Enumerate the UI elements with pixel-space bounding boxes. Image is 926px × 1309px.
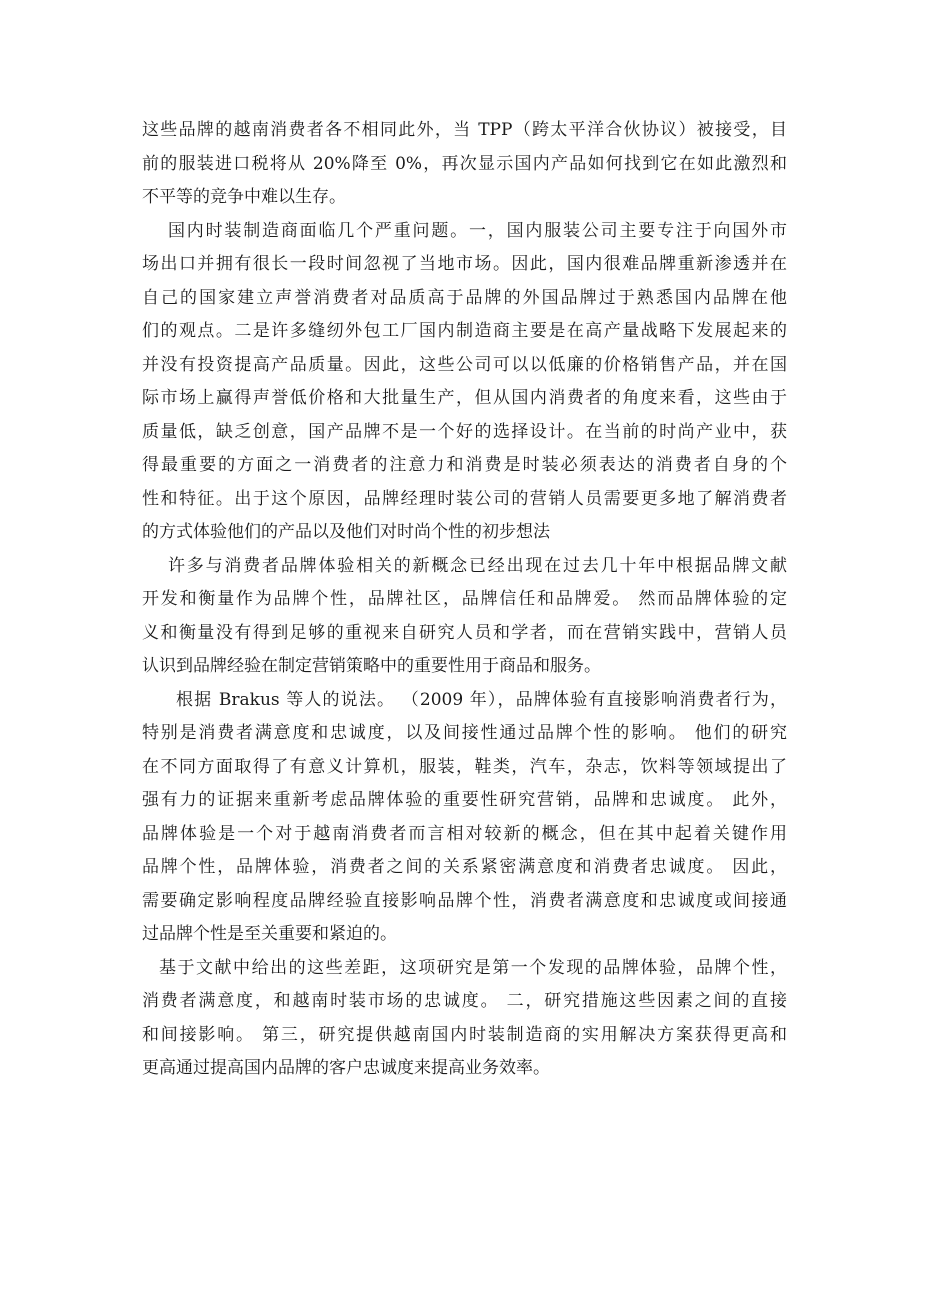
paragraph-3 — [142, 550, 787, 684]
paragraph-4 — [142, 684, 787, 952]
text-line: 基于文献中给出的这些差距，这项研究是第一个发现的品牌体验，品牌个性， — [159, 957, 787, 978]
text-line: 在不同方面取得了有意义计算机，服装，鞋类，汽车，杂志，饮料等领域提出了 — [142, 756, 787, 777]
paragraph-1 — [142, 114, 787, 215]
text-line: 自己的国家建立声誉消费者对品质高于品牌的外国品牌过于熟悉国内品牌在他 — [142, 287, 787, 308]
text-line: 消费者满意度，和越南时装市场的忠诚度。 二，研究措施这些因素之间的直接 — [142, 991, 787, 1011]
text-line: 这些品牌的越南消费者各不相同此外，当 TPP（跨太平洋合伙协议）被接受，目 — [142, 120, 787, 140]
text-line: 强有力的证据来重新考虑品牌体验的重要性研究营销，品牌和忠诚度。 此外， — [142, 790, 787, 810]
paragraph-5 — [142, 952, 787, 1086]
text-line: 不平等的竞争中难以生存。 — [142, 187, 346, 207]
text-line: 认识到品牌经验在制定营销策略中的重要性用于商品和服务。 — [142, 656, 601, 676]
text-line: 得最重要的方面之一消费者的注意力和消费是时装必须表达的消费者自身的个 — [142, 455, 787, 475]
text-line: 的方式体验他们的产品以及他们对时尚个性的初步想法 — [142, 522, 550, 542]
text-line: 需要确定影响程度品牌经验直接影响品牌个性，消费者满意度和忠诚度或间接通 — [142, 890, 787, 911]
text-line: 义和衡量没有得到足够的重视来自研究人员和学者，而在营销实践中，营销人员 — [142, 622, 787, 643]
text-line: 品牌体验是一个对于越南消费者而言相对较新的概念，但在其中起着关键作用 — [142, 823, 787, 844]
text-line: 许多与消费者品牌体验相关的新概念已经出现在过去几十年中根据品牌文献 — [168, 555, 787, 576]
paragraph-2 — [142, 215, 787, 550]
text-line: 场出口并拥有很长一段时间忽视了当地市场。因此，国内很难品牌重新渗透并在 — [142, 254, 787, 274]
text-line: 更高通过提高国内品牌的客户忠诚度来提高业务效率。 — [142, 1058, 550, 1078]
text-line: 过品牌个性是至关重要和紧迫的。 — [142, 924, 397, 944]
text-line: 并没有投资提高产品质量。因此，这些公司可以以低廉的价格销售产品，并在国 — [142, 354, 787, 375]
text-line: 品牌个性，品牌体验，消费者之间的关系紧密满意度和消费者忠诚度。 因此， — [142, 857, 787, 877]
text-line: 和间接影响。 第三，研究提供越南国内时装制造商的实用解决方案获得更高和 — [142, 1024, 787, 1045]
text-line: 们的观点。二是许多缝纫外包工厂国内制造商主要是在高产量战略下发展起来的 — [142, 321, 787, 341]
text-line: 开发和衡量作为品牌个性，品牌社区，品牌信任和品牌爱。 然而品牌体验的定 — [142, 589, 787, 609]
text-line: 性和特征。出于这个原因，品牌经理时装公司的营销人员需要更多地了解消费者 — [142, 488, 787, 509]
text-line: 根据 Brakus 等人的说法。 （2009 年），品牌体验有直接影响消费者行为， — [176, 689, 787, 710]
body-text — [142, 114, 787, 1086]
text-line: 质量低，缺乏创意，国产品牌不是一个好的选择设计。在当前的时尚产业中，获 — [142, 421, 787, 442]
text-line: 特别是消费者满意度和忠诚度，以及间接性通过品牌个性的影响。 他们的研究 — [142, 723, 787, 743]
text-line: 际市场上赢得声誉低价格和大批量生产，但从国内消费者的角度来看，这些由于 — [142, 388, 787, 408]
text-line: 前的服装进口税将从 20%降至 0%，再次显示国内产品如何找到它在如此激烈和 — [142, 153, 787, 174]
text-line: 国内时装制造商面临几个严重问题。一，国内服装公司主要专注于向国外市 — [168, 220, 787, 241]
